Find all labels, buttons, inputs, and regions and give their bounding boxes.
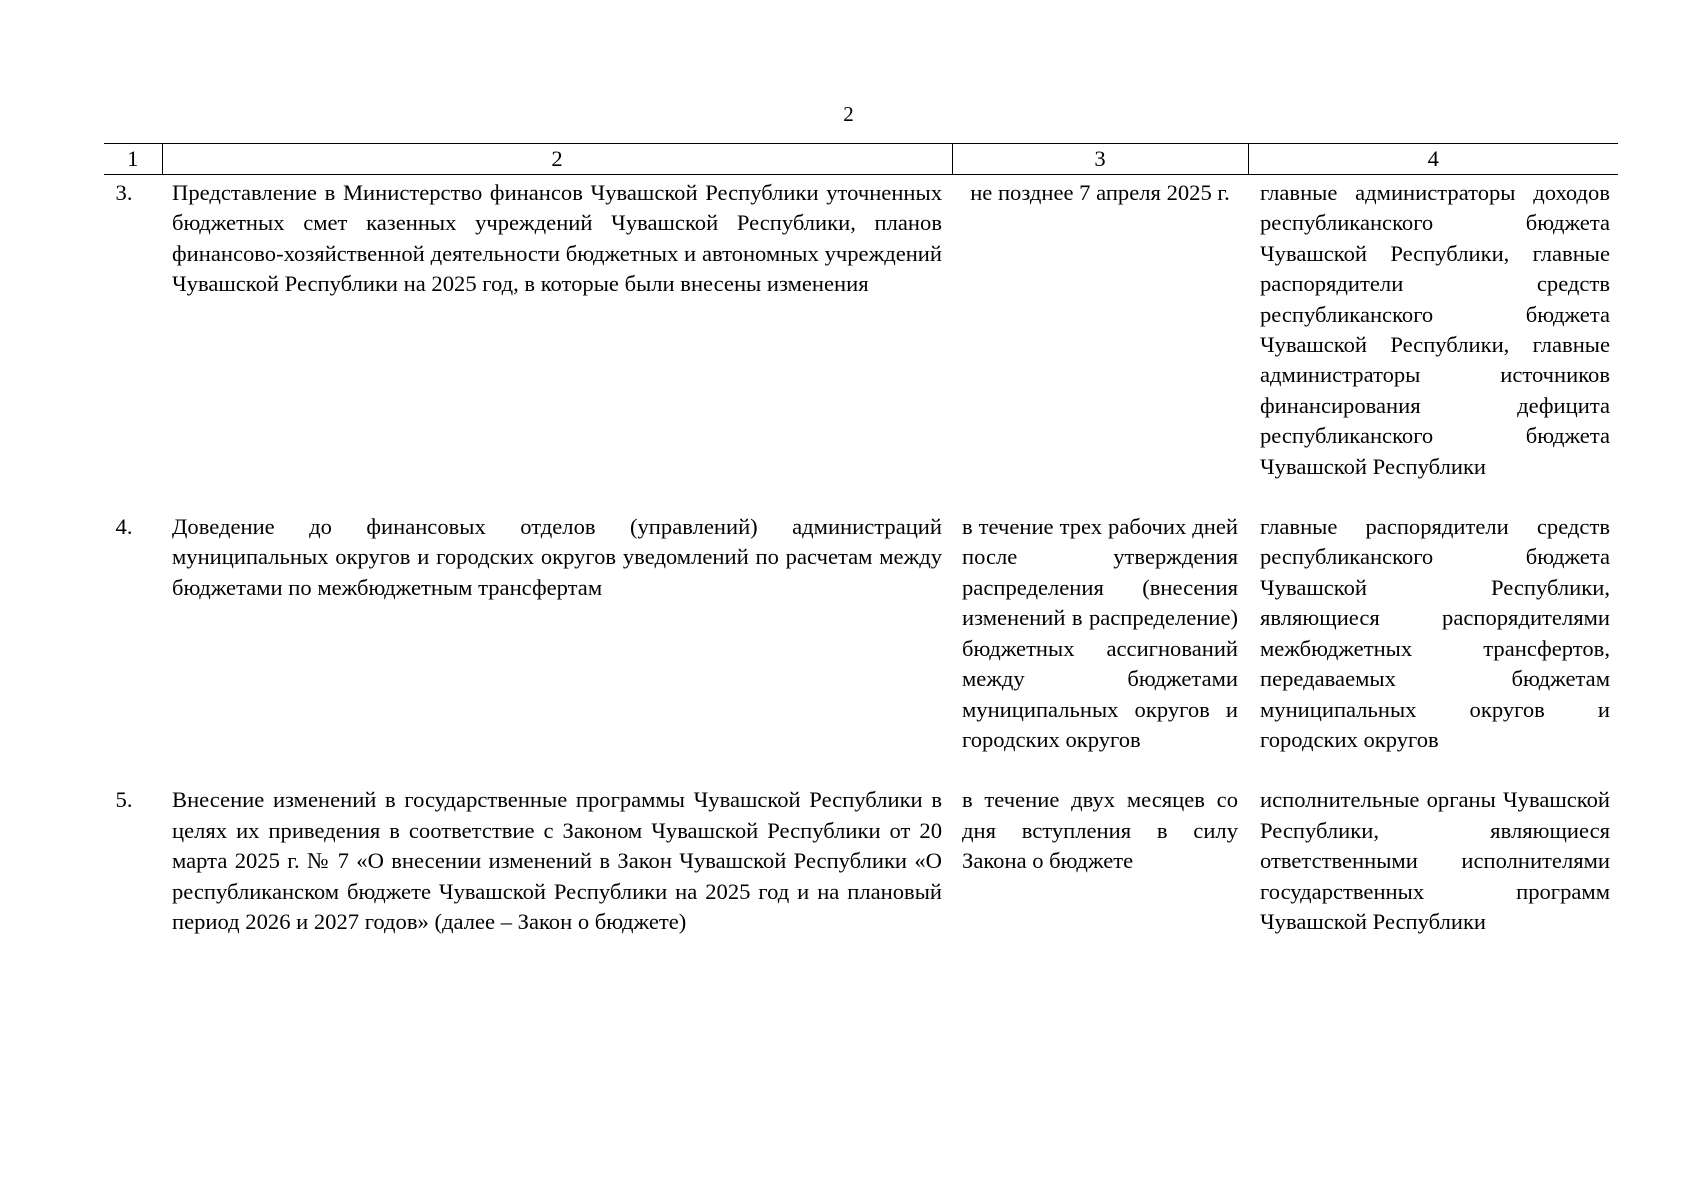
activity-name: Доведение до финансовых отделов (управлений) администраций муниципальных округов и городских округов уведомлений по расчетам между бюджетами по межбюджетным трансфертам [172, 514, 942, 600]
activity-name: Представление в Министерство финансов Чувашской Республики уточненных бюджетных смет казенных учреждений Чувашской Республики, планов финансово-хозяйственной деятельности бюджетных и автономных учреждений Чувашской Республики на 2025 год, в которые были внесены изменения [172, 180, 942, 297]
activity-name: Внесение изменений в государственные программы Чувашской Республики в целях их приведения в соответствие с Законом Чувашской Республики от 20 марта 2025 г. № 7 «О внесении изменений в Закон Чувашской Республики «О республиканском бюджете Чувашской Республики на 2025 год и на плановый период 2026 и 2027 годов» (далее – Закон о бюджете) [172, 787, 942, 934]
plan-table [104, 143, 1618, 967]
table-row [104, 785, 1618, 967]
table-header [104, 144, 1618, 175]
deadline: в течение двух месяцев со дня вступления в силу Закона о бюджете [962, 787, 1238, 874]
deadline: в течение трех рабочих дней после утверждения распределения (внесения изменений в распределение) бюджетных ассигнований между бюджетами муниципальных округов и городских округов [962, 514, 1238, 752]
header-col-3: 3 [952, 144, 1248, 175]
deadline: не позднее 7 апреля 2025 г. [970, 180, 1230, 205]
page-number: 2 [843, 102, 854, 126]
responsible-executor: главные распорядители средств республиканского бюджета Чувашской Республики, являющиеся распорядителями межбюджетных трансфертов, передаваемых бюджетам муниципальных округов и городских округов [1260, 514, 1610, 752]
responsible-executor: главные администраторы доходов республиканского бюджета Чувашской Республики, главные распорядители средств республиканского бюджета Чувашской Республики, главные администраторы источников финансирования дефицита республиканского бюджета Чувашской Республики [1260, 180, 1610, 479]
header-col-2: 2 [162, 144, 952, 175]
table-body [104, 175, 1618, 968]
header-row [104, 144, 1618, 175]
header-col-4: 4 [1248, 144, 1618, 175]
row-number: 3. [115, 180, 133, 205]
responsible-executor: исполнительные органы Чувашской Республики, являющиеся ответственными исполнителями государственных программ Чувашской Республики [1260, 787, 1610, 934]
row-number: 4. [115, 514, 133, 540]
header-col-1: 1 [104, 144, 162, 175]
row-number: 5. [115, 787, 133, 813]
table-row [104, 175, 1618, 513]
table-row [104, 512, 1618, 785]
